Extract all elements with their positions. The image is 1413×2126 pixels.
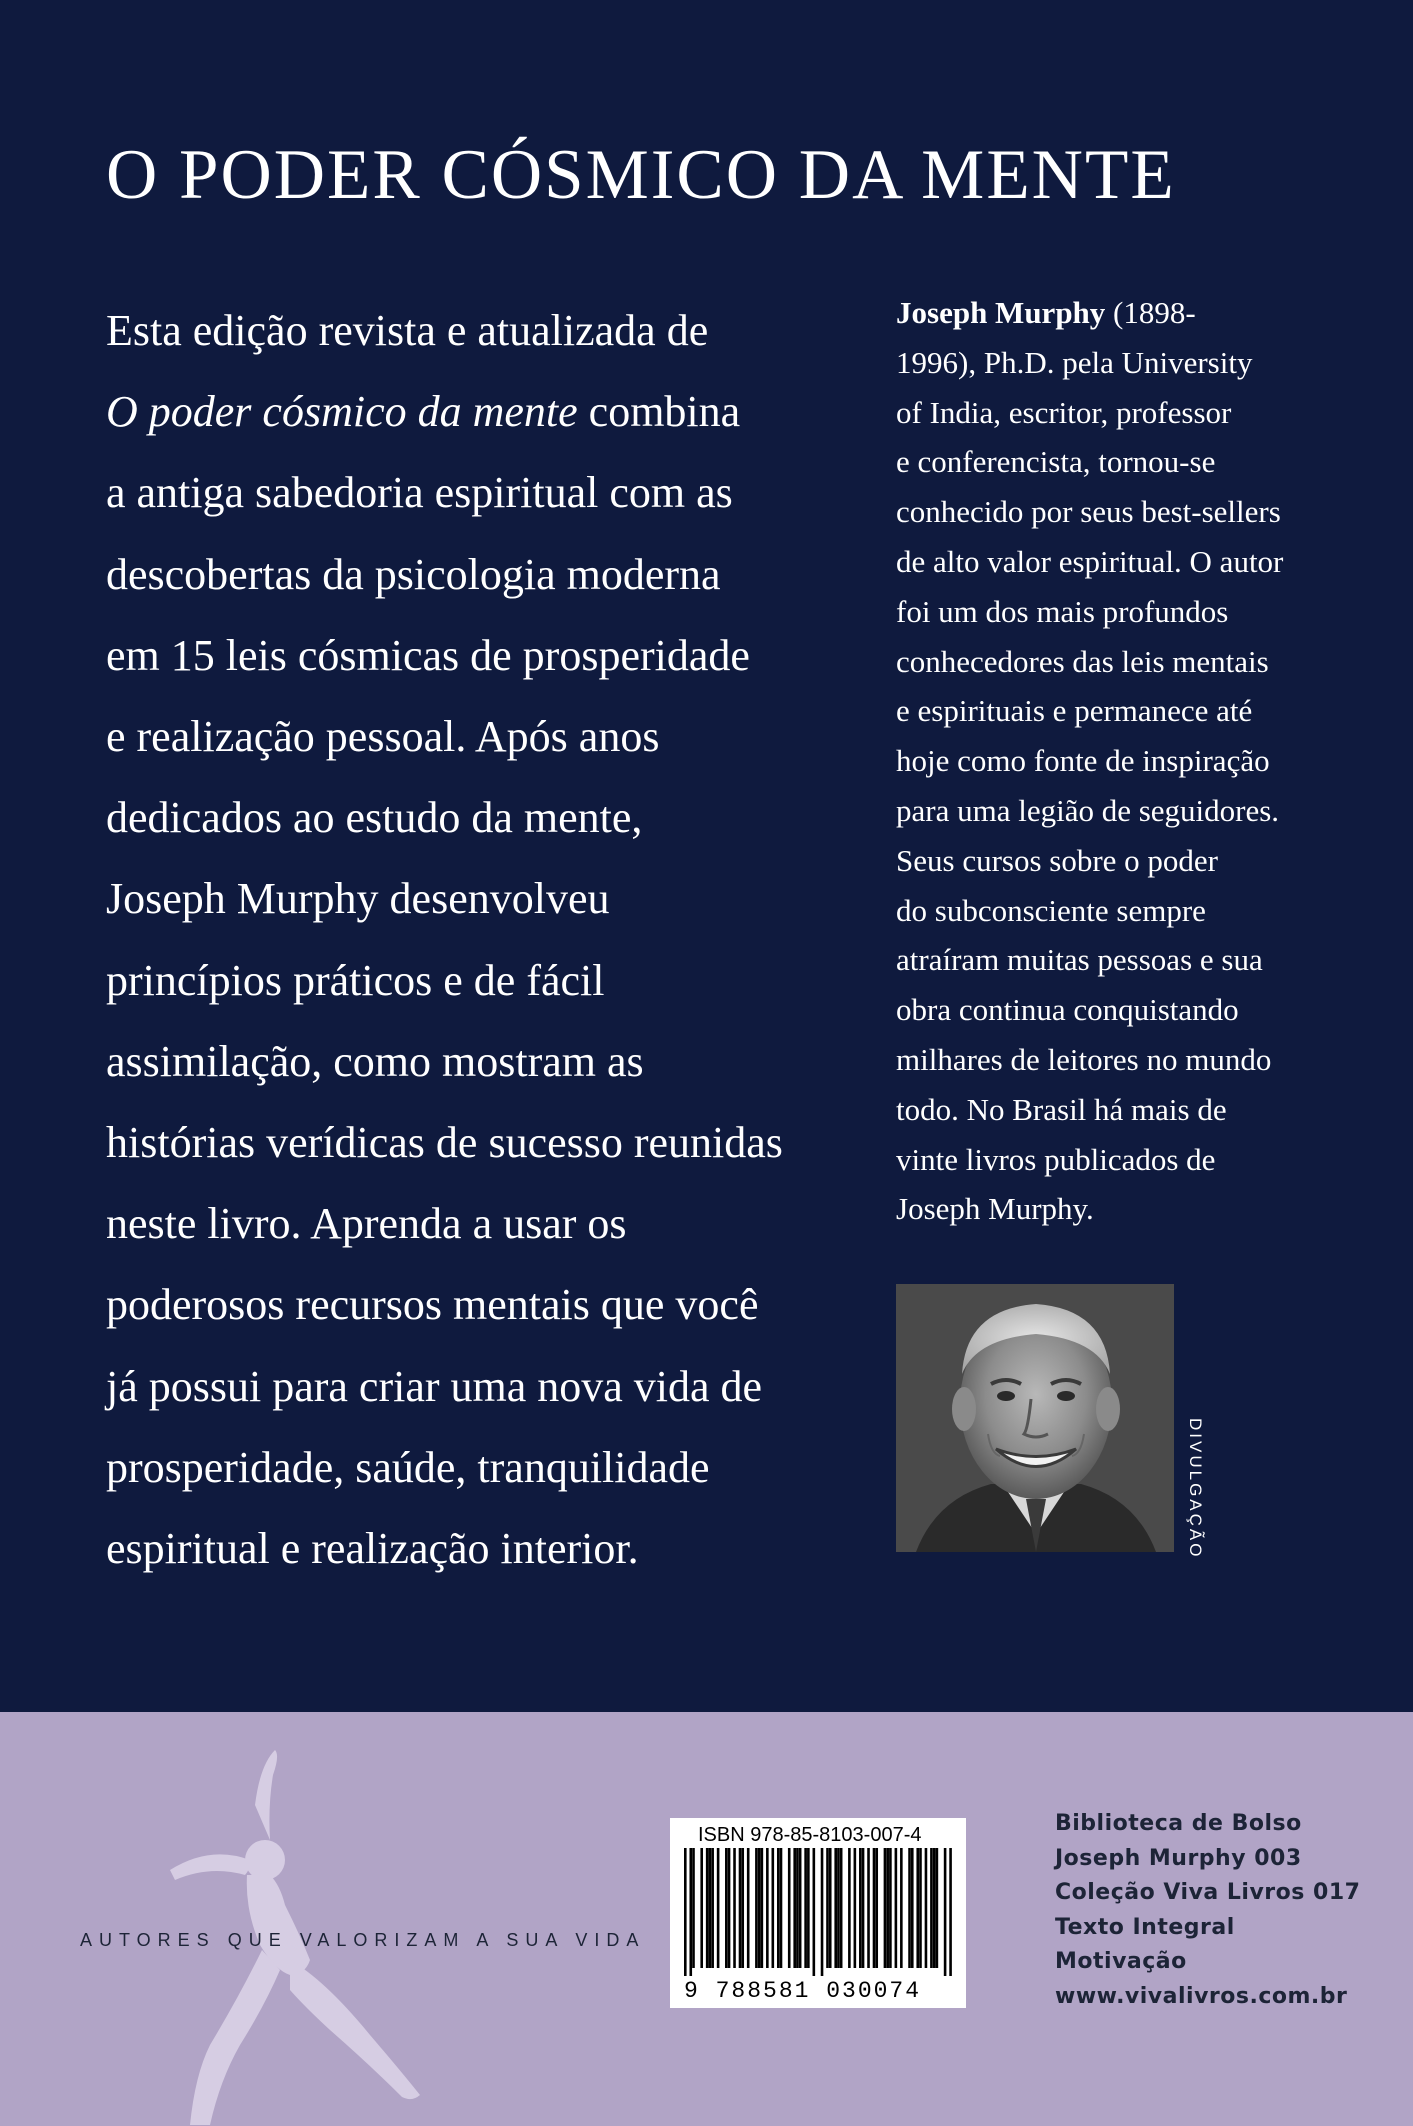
synopsis-text xyxy=(106,290,826,1589)
barcode-bar xyxy=(706,1848,709,1968)
barcode-bar xyxy=(867,1848,870,1968)
bio-line: conhecido por seus best-sellers xyxy=(896,494,1281,530)
synopsis-line: Esta edição revista e atualizada de xyxy=(106,306,709,355)
bio-line: hoje como fonte de inspiração xyxy=(896,743,1270,779)
barcode-bar xyxy=(761,1848,764,1968)
barcode-bar xyxy=(908,1848,911,1968)
bio-line xyxy=(896,288,1336,338)
synopsis-line: em 15 leis cósmicas de prosperidade xyxy=(106,630,750,680)
barcode-bar xyxy=(933,1848,936,1968)
barcode-bar xyxy=(711,1848,714,1968)
synopsis-line: espiritual e realização interior. xyxy=(106,1524,639,1574)
info-line: Texto Integral xyxy=(1055,1914,1235,1940)
barcode-bar xyxy=(848,1848,851,1968)
barcode-bar xyxy=(755,1848,758,1968)
barcode-bar xyxy=(807,1848,810,1968)
barcode-bar xyxy=(837,1848,840,1968)
barcode-bar xyxy=(936,1848,939,1968)
barcode-bar xyxy=(886,1848,889,1968)
barcode-bar xyxy=(758,1848,761,1968)
synopsis-line-rest: combina xyxy=(577,387,741,437)
author-name: Joseph Murphy xyxy=(896,295,1106,330)
synopsis-line: assimilação, como mostram as xyxy=(106,1036,644,1086)
barcode-bar xyxy=(717,1848,720,1968)
barcode-bar xyxy=(859,1848,862,1968)
bio-line: atraíram muitas pessoas e sua xyxy=(896,942,1263,978)
barcode-bar xyxy=(692,1848,695,1968)
barcode-bar xyxy=(889,1848,892,1968)
bio-line: Seus cursos sobre o poder xyxy=(896,842,1219,878)
bio-line: do subconsciente sempre xyxy=(896,892,1206,928)
barcode-bar xyxy=(689,1848,692,1976)
barcode-bar xyxy=(777,1848,780,1968)
bio-line: conhecedores das leis mentais xyxy=(896,643,1269,679)
barcode-bar xyxy=(834,1848,837,1968)
barcode-bar xyxy=(911,1848,914,1968)
synopsis-line: descobertas da psicologia moderna xyxy=(106,549,721,599)
barcode-bar xyxy=(873,1848,876,1968)
barcode-bar xyxy=(840,1848,843,1968)
barcode-bar xyxy=(796,1848,799,1968)
synopsis-line: princípios práticos e de fácil xyxy=(106,955,605,1005)
bio-line: de alto valor espiritual. O autor xyxy=(896,543,1284,579)
author-bio xyxy=(896,288,1336,1234)
barcode-bar xyxy=(925,1848,928,1968)
book-title: O PODER CÓSMICO DA MENTE xyxy=(106,136,1176,214)
barcode-bar xyxy=(916,1848,919,1968)
synopsis-line: a antiga sabedoria espiritual com as xyxy=(106,468,733,518)
isbn-label: ISBN 978-85-8103-007-4 xyxy=(698,1824,922,1846)
bio-line: e espirituais e permanece até xyxy=(896,693,1253,729)
bio-line: obra continua conquistando xyxy=(896,992,1239,1028)
synopsis-line: prosperidade, saúde, tranquilidade xyxy=(106,1442,710,1492)
barcode-bar xyxy=(741,1848,744,1968)
barcode-bar xyxy=(949,1848,952,1976)
barcode-bar xyxy=(799,1848,802,1968)
synopsis-line: e realização pessoal. Após anos xyxy=(106,712,660,762)
synopsis-line: Joseph Murphy desenvolveu xyxy=(106,874,610,924)
info-line: www.vivalivros.com.br xyxy=(1055,1983,1348,2009)
barcode-bar xyxy=(733,1848,736,1968)
barcode-box xyxy=(670,1818,966,2008)
barcode-bar xyxy=(826,1848,829,1968)
info-line: Joseph Murphy 003 xyxy=(1055,1845,1302,1871)
barcode-bar xyxy=(747,1848,750,1968)
barcode-bar xyxy=(725,1848,728,1968)
barcode xyxy=(684,1848,952,1976)
barcode-bar xyxy=(804,1848,807,1968)
barcode-bar xyxy=(772,1848,775,1968)
collection-info xyxy=(1055,1807,1360,2015)
bio-line: 1996), Ph.D. pela University xyxy=(896,344,1253,380)
barcode-bar xyxy=(788,1848,791,1968)
info-line: Coleção Viva Livros 017 xyxy=(1055,1880,1361,1906)
synopsis-line: poderosos recursos mentais que você xyxy=(106,1280,759,1330)
ean-digits: 9 788581 030074 xyxy=(684,1978,922,2004)
synopsis-line xyxy=(106,371,826,452)
barcode-bar xyxy=(780,1848,783,1968)
barcode-bar xyxy=(728,1848,731,1968)
bio-line: e conferencista, tornou-se xyxy=(896,444,1216,480)
info-line: Motivação xyxy=(1055,1949,1187,1975)
bio-line: of India, escritor, professor xyxy=(896,394,1232,430)
synopsis-line: já possui para criar uma nova vida de xyxy=(106,1361,763,1411)
bio-line: milhares de leitores no mundo xyxy=(896,1041,1272,1077)
synopsis-line: histórias verídicas de sucesso reunidas xyxy=(106,1118,783,1168)
bio-line-rest: (1898- xyxy=(1105,295,1196,330)
book-title-italic: O poder cósmico da mente xyxy=(106,387,578,437)
barcode-bar xyxy=(821,1848,824,1976)
barcode-bar xyxy=(766,1848,769,1968)
barcode-bar xyxy=(875,1848,878,1968)
barcode-bar xyxy=(930,1848,933,1968)
tagline: AUTORES QUE VALORIZAM A SUA VIDA xyxy=(80,1930,646,1950)
photo-credit xyxy=(1173,1418,1203,1588)
barcode-bar xyxy=(813,1848,816,1976)
barcode-bar xyxy=(709,1848,712,1968)
barcode-bar xyxy=(854,1848,857,1968)
barcode-bar xyxy=(919,1848,922,1968)
bio-line: foi um dos mais profundos xyxy=(896,593,1229,629)
author-photo xyxy=(896,1284,1174,1552)
barcode-bar xyxy=(829,1848,832,1968)
barcode-bar xyxy=(900,1848,903,1968)
barcode-bar xyxy=(884,1848,887,1968)
barcode-bar xyxy=(895,1848,898,1968)
barcode-bar xyxy=(739,1848,742,1968)
barcode-bar xyxy=(793,1848,796,1968)
synopsis-line: dedicados ao estudo da mente, xyxy=(106,793,643,843)
bio-line: todo. No Brasil há mais de xyxy=(896,1091,1227,1127)
barcode-bar xyxy=(684,1848,687,1976)
bio-line: Joseph Murphy. xyxy=(896,1191,1094,1227)
bio-line: para uma legião de seguidores. xyxy=(896,792,1280,828)
info-line: Biblioteca de Bolso xyxy=(1055,1811,1302,1836)
synopsis-line: neste livro. Aprenda a usar os xyxy=(106,1199,627,1249)
barcode-bar xyxy=(700,1848,703,1968)
barcode-bar xyxy=(944,1848,947,1976)
bio-line: vinte livros publicados de xyxy=(896,1141,1216,1177)
photo-credit-text: DIVULGAÇÃO xyxy=(1186,1418,1205,1560)
barcode-bar xyxy=(862,1848,865,1968)
